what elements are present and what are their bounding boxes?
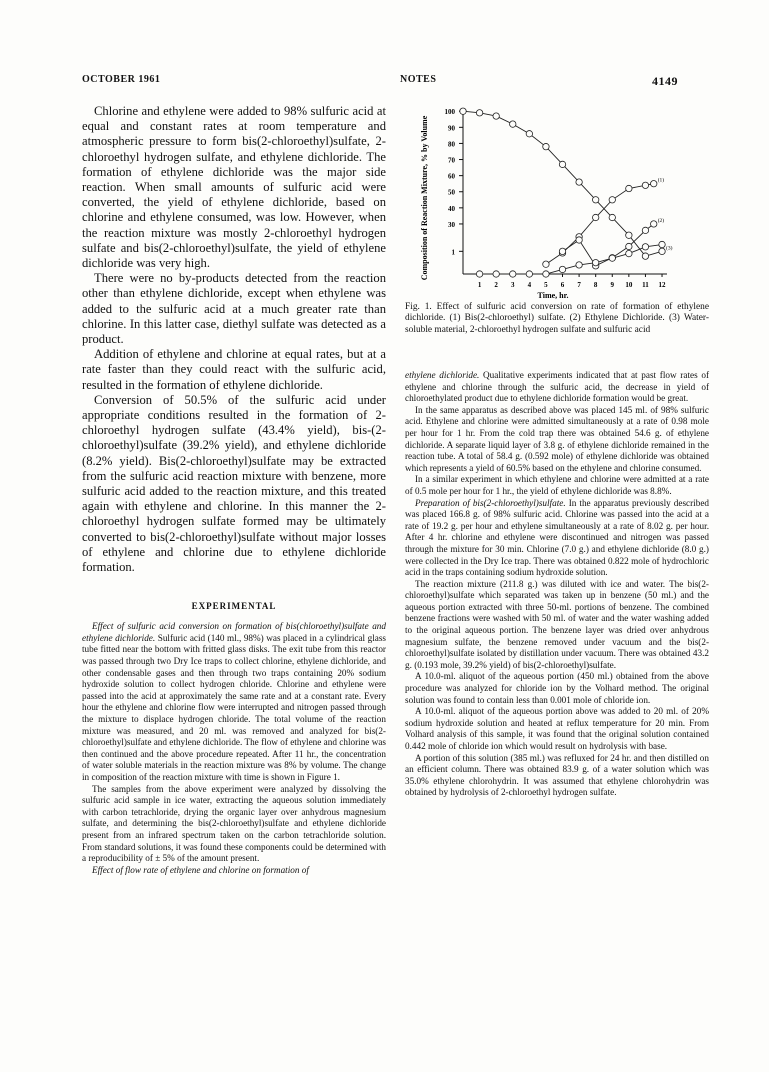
- x-tick-label: 8: [593, 281, 598, 289]
- data-point: [642, 182, 648, 188]
- page-number: 4149: [652, 74, 678, 88]
- data-point: [609, 255, 615, 261]
- x-tick-label: 4: [527, 281, 532, 289]
- x-tick-label: 2: [494, 281, 498, 289]
- data-point: [510, 121, 516, 127]
- figure-1: [405, 102, 709, 302]
- series-label: (2): [657, 217, 665, 224]
- paragraph-body: In the apparatus previously described was placed 166.8 g. of 98% sulfuric acid. Chlorine was passed into the acid at a rate of 19.2 g. per hour and ethylene simultaneously at a rate of 8.02 g. per hour. After 4 hr. chlorine and ethylene were discontinued and nitrogen was passed through the mixture for 30 min. Chlorine (7.0 g.) and ethylene dichloride (8.0 g.) were collected in the Dry Ice trap. There was obtained 0.822 mole of hydrochloric acid in the traps containing sodium hydroxide solution.: [405, 497, 709, 578]
- y-tick-label: 40: [448, 204, 455, 213]
- data-point: [476, 110, 482, 116]
- paragraph-run-in-title: Effect of sulfuric acid conversion on formation of bis(chloroethyl)sulfate and ethylene dichloride.: [82, 621, 386, 643]
- x-tick-label: 6: [560, 281, 565, 289]
- x-tick-label: 12: [658, 281, 666, 289]
- data-point: [576, 237, 582, 243]
- paragraph-body: In the same apparatus as described above was placed 145 ml. of 98% sulfuric acid. Ethylene and chlorine were admitted simultaneously at a rate of 0.98 mole per hour for 1 hr. From the cold trap there was obtained 54.6 g. of ethylene dichloride. A separate liquid layer of 3.8 g. of ethylene dichloride remained in the reaction tube. A total of 58.4 g. (0.592 mole) of ethylene dichloride was obtained which represents a yield of 60.5% based on the ethylene and chlorine consumed.: [405, 404, 709, 473]
- data-point: [476, 271, 482, 277]
- data-point: [659, 241, 665, 247]
- body-paragraph: [405, 671, 709, 706]
- data-point: [559, 266, 565, 272]
- paragraph-body: A portion of this solution (385 ml.) was refluxed for 24 hr. and then distilled on an efficient column. There was obtained 83.9 g. of a water solution which was 35.0% ethylene chlorohydrin. It was assumed that ethylene chlorohydrin was obtained by hydrolysis of 2-chloroethyl hydrogen sulfate.: [405, 752, 709, 798]
- data-point: [609, 214, 615, 220]
- series-line: [480, 245, 662, 274]
- x-tick-label: 5: [544, 281, 548, 289]
- running-header-section: NOTES: [400, 74, 437, 85]
- x-tick-label: 10: [625, 281, 633, 289]
- data-point: [559, 161, 565, 167]
- paragraph-body: The reaction mixture (211.8 g.) was diluted with ice and water. The bis(2-chloroethyl)sulfate which separated was taken up in benzene (50 ml.) and the aqueous portion extracted with three 50-ml. portions of benzene. The combined benzene fractions were washed with 50 ml. of water and the water washing added to the original aqueous portion. The benzene layer was dried over anhydrous magnesium sulfate, the benzene removed under vacuum and the bis(2-chloroethyl)sulfate isolated by distillation under vacuum. There was obtained 43.2 g. (0.193 mole, 39.2% yield) of bis(2-chloroethyl)sulfate.: [405, 578, 709, 670]
- x-tick-label: 1: [477, 281, 482, 289]
- paragraph-body: A 10.0-ml. aliquot of the aqueous portion (450 ml.) obtained from the above procedure was analyzed for chloride ion by the Volhard method. The original solution was found to contain less than 0.001 mole of chloride ion.: [405, 671, 709, 705]
- x-axis-label: Time, hr.: [537, 291, 569, 300]
- y-tick-label: 70: [448, 156, 455, 165]
- body-paragraph: [405, 370, 709, 405]
- paragraph-body: In a similar experiment in which ethylene and chlorine were admitted at a rate of 0.5 mole per hour for 1 hr., the yield of ethylene dichloride was 8.8%.: [405, 474, 709, 496]
- data-point: [576, 262, 582, 268]
- data-point: [493, 271, 499, 277]
- paragraph-run-in-title: Effect of flow rate of ethylene and chlorine on formation of: [92, 864, 309, 875]
- x-tick-label: 11: [642, 281, 649, 289]
- data-point: [651, 221, 657, 227]
- y-tick-label: 50: [448, 188, 455, 197]
- body-paragraph: Chlorine and ethylene were added to 98% sulfuric acid at equal and constant rates at room temperature and atmospheric pressure to form bis(2-chloroethyl)sulfate, 2-chloroethyl hydrogen sulfate, and ethylene dichloride. The formation of ethylene dichloride was the major side reaction. When small amounts of sulfuric acid were converted, the yield of ethylene dichloride, based on chlorine and ethylene consumed, was low. However, when the reaction mixture was mostly 2-chloroethyl hydrogen sulfate and bis(2-chloroethyl)sulfate, the yield of ethylene dichloride was very high.: [82, 104, 386, 271]
- x-tick-label: 3: [511, 281, 515, 289]
- data-point: [576, 179, 582, 185]
- paragraph-body: A 10.0-ml. aliquot of the aqueous portion above was added to 20 ml. of 20% sodium hydroxide solution and heated at reflux temperature for 20 min. From Volhard analysis of this sample, it was found that the original solution contained 0.442 mole of chloride ion which would result on hydrolysis with base.: [405, 706, 709, 751]
- data-point: [626, 250, 632, 256]
- body-paragraph: [405, 474, 709, 497]
- data-point: [642, 244, 648, 250]
- y-tick-label: 60: [448, 172, 455, 181]
- data-point: [543, 271, 549, 277]
- data-point: [642, 227, 648, 233]
- data-point: [460, 108, 466, 114]
- y-tick-label: 30: [448, 220, 455, 229]
- paragraph-body: Qualitative experiments indicated that at past flow rates of ethylene and chlorine through the sulfuric acid, the decrease in yield of chloroethylated product due to ethylene dichloride formation would be great.: [405, 370, 709, 404]
- right-column: [405, 370, 709, 799]
- data-point: [592, 197, 598, 203]
- data-point: [626, 185, 632, 191]
- y-tick-label: 80: [448, 140, 455, 149]
- x-tick-label: 9: [610, 281, 615, 289]
- x-tick-label: 7: [577, 281, 581, 289]
- paragraph-run-in-title: ethylene dichloride.: [405, 370, 480, 380]
- data-point: [609, 197, 615, 203]
- data-point: [559, 248, 565, 254]
- data-point: [493, 113, 499, 119]
- series-label: (1): [657, 177, 665, 184]
- series-label: (3): [666, 245, 673, 252]
- data-point: [659, 248, 665, 254]
- plot-area: [445, 108, 673, 289]
- composition-chart: [405, 102, 709, 302]
- data-point: [642, 253, 648, 259]
- y-tick-label: 1: [451, 248, 455, 257]
- body-paragraph: There were no by-products detected from the reaction other than ethylene dichloride, except when ethylene was added to the sulfuric acid at a much greater rate than chlorine. In this latter case, diethyl sulfate was detected as a product.: [82, 271, 386, 347]
- experimental-paragraph: [82, 865, 386, 877]
- body-paragraph: [405, 753, 709, 799]
- data-point: [510, 271, 516, 277]
- data-point: [543, 261, 549, 267]
- section-heading: EXPERIMENTAL: [191, 601, 277, 612]
- y-tick-label: 90: [448, 124, 455, 133]
- paragraph-body: Sulfuric acid (140 ml., 98%) was placed in a cylindrical glass tube fitted near the bottom with fritted glass disks. The exit tube from this reactor was passed through two Dry Ice traps to collect chlorine, ethylene dichloride, and other condensable gases and then through two traps containing 20% sodium hydroxide solution to collect hydrogen chloride. Chlorine and ethylene were passed into the acid at approximately the same rate and at a constant rate. Every hour the ethylene and chlorine flow were interrupted and nitrogen passed through the mixture to displace hydrogen chloride. The total volume of the reaction mixture was measured, and 20 ml. was removed and analyzed for bis(2-chloroethyl)sulfate and ethylene dichloride. The flow of ethylene and chlorine was then continued and the above procedure repeated. After 11 hr., the concentration of water soluble materials in the reaction mixture was 8% by volume. The change in composition of the reaction mixture with time is shown in Figure 1.: [82, 632, 386, 783]
- body-paragraph: Addition of ethylene and chlorine at equal rates, but at a rate faster than they could react with the sulfuric acid, resulted in the formation of ethylene dichloride.: [82, 347, 386, 392]
- body-paragraph: Conversion of 50.5% of the sulfuric acid under appropriate conditions resulted in the formation of 2-chloroethyl hydrogen sulfate (43.4% yield), bis-(2-chloroethyl)sulfate (39.2% yield), and ethylene dichloride (8.2% yield). Bis(2-chloroethyl)sulfate may be extracted from the sulfuric acid reaction mixture with benzene, more sulfuric acid added to the reaction mixture, and this treated again with ethylene and chlorine. In this manner the 2-chloroethyl hydrogen sulfate formed may be ultimately converted to bis(2-chloroethyl)sulfate without major losses of ethylene and chlorine due to ethylene dichloride formation.: [82, 392, 386, 575]
- body-paragraph: [405, 706, 709, 752]
- data-point: [543, 143, 549, 149]
- experimental-paragraph: The samples from the above experiment were analyzed by dissolving the sulfuric acid sample in ice water, extracting the aqueous solution immediately with carbon tetrachloride, drying the organic layer over anhydrous magnesium sulfate, and determining the bis(2-chloroethyl)sulfate and ethylene dichloride present from an infrared spectrum taken on the carbon tetrachloride solution. From standard solutions, it was found these components could be determined with a reproducibility of ± 5% of the amount present.: [82, 783, 386, 864]
- y-axis-label: Composition of Reaction Mixture, % by Volume: [420, 115, 429, 281]
- body-paragraph: [405, 579, 709, 672]
- body-paragraph: [405, 405, 709, 475]
- data-point: [526, 271, 532, 277]
- y-tick-label: 100: [444, 108, 455, 117]
- left-column: [82, 104, 386, 876]
- data-point: [626, 232, 632, 238]
- data-point: [651, 180, 657, 186]
- figure-caption: Fig. 1. Effect of sulfuric acid conversion on rate of formation of ethylene dichloride. (1) Bis(2-chloroethyl) sulfate. (2) Ethylene Dichloride. (3) Water-soluble material, 2-chloroethyl hydrogen sulfate and sulfuric acid: [405, 302, 709, 335]
- paragraph-run-in-title: Preparation of bis(2-chloroethyl)sulfate.: [415, 497, 566, 508]
- running-header-date: OCTOBER 1961: [82, 74, 161, 85]
- data-point: [526, 131, 532, 137]
- body-paragraph: [405, 498, 709, 579]
- data-point: [626, 243, 632, 249]
- data-point: [592, 214, 598, 220]
- experimental-paragraph: [82, 621, 386, 783]
- data-point: [592, 259, 598, 265]
